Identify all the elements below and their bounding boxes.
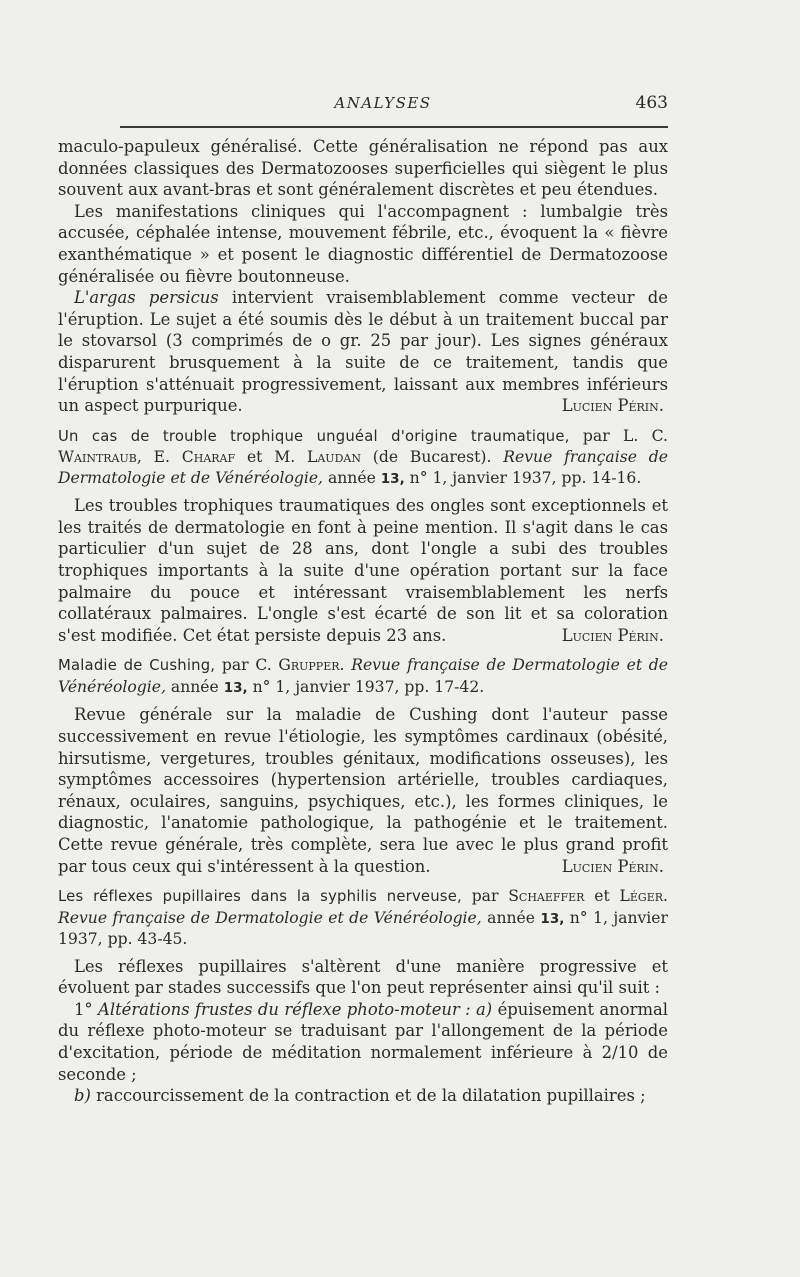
list-item-label: b) [74,1086,91,1106]
species-name: L'argas persicus [74,288,219,308]
continuation-paragraph-3-text: intervient vraisemblablement comme vecteur de l'éruption. Le sujet a été soumis dès le début à un traitement buccal par le stovarsol (3 comprimés de o gr. 25 par jour). Les signes généraux disparurent brusquement à la suite de ce traitement, tandis que l'éruption s'atténuait progressivement, laissant aux membres inférieurs un aspect purpurique. [58,288,668,416]
article-body [58,495,668,646]
article-body-text: Revue générale sur la maladie de Cushing dont l'auteur passe successivement en revue l'étiologie, les symptômes cardinaux (obésité, hirsutisme, vergetures, troubles génitaux, modifications osseuses), les symptômes accessoires (hypertension artérielle, troubles cardiaques, rénaux, oculaires, sanguins, psychiques, etc.), les formes cliniques, le diagnostic, l'anatomie pathologique, la pathogénie et le traitement. Cette revue générale, très complète, sera lue avec le plus grand profit par tous ceux qui s'intéressent à la question. [58,705,668,876]
article-location: (de Bucarest). [360,448,504,467]
continuation-paragraph-2: Les manifestations cliniques qui l'accompagnent : lumbalgie très accusée, céphalée intense, mouvement fébrile, etc., évoquent la « fièvre exanthématique » et posent le diagnostic différentiel de Dermatozoose généralisée ou fièvre boutonneuse. [58,201,668,286]
article-body-text: Les troubles trophiques traumatiques des ongles sont exceptionnels et les traités de dermatologie en font à peine mention. Il s'agit dans le cas particulier d'un sujet de 28 ans, dont l'ongle a subi des troubles trophiques importants à la suite d'une opération portant sur la face palmaire du pouce et intéressant vraisemblablement les nerfs collatéraux palmaires. L'ongle s'est écarté de son lit et sa coloration s'est modifiée. Cet état persiste depuis 23 ans. [58,496,668,645]
running-header [58,92,668,120]
citation-and: et [235,448,275,467]
list-item-2 [58,1085,668,1107]
article-author-2: Léger. [619,887,668,906]
article-citation [58,886,668,950]
article-authors: C. Grupper. [255,656,345,675]
continuation-paragraph-3 [58,287,668,417]
citation-and: et [584,887,620,906]
journal-issue: n° 1, janvier 1937, pp. 14-16. [404,468,642,487]
article-heading: Les réflexes pupillaires dans la syphilis nerveuse, [58,888,462,906]
running-title: ANALYSES [334,94,432,112]
journal-page [58,92,668,1107]
journal-name: Revue française de Dermatologie et de Vénéréologie, [58,908,482,927]
journal-name: Revue française de Dermatologie et de Vénéréologie, [58,448,668,487]
signature: Lucien Périn. [561,396,664,416]
list-item-title: Altérations frustes du réflexe photo-moteur : a) [97,999,493,1019]
list-item-1 [58,999,668,1085]
citation-year-label: année [323,468,381,487]
journal-volume: 13, [540,910,565,927]
citation-by: par [569,426,624,445]
header-rule [120,126,668,128]
journal-name: Revue française de Dermatologie et de Vénéréologie, [58,656,668,696]
article-authors: L. C. Waintraub, E. Charaf [58,426,668,467]
journal-issue: n° 1, janvier 1937, pp. 43-45. [58,908,668,949]
citation-by: par [461,887,509,906]
citation-by: par [215,656,256,675]
citation-year-label: année [481,908,541,927]
article-heading: Maladie de Cushing, [58,657,216,675]
continuation-paragraph-1: maculo-papuleux généralisé. Cette généralisation ne répond pas aux données classiques des Dermatozooses superficielles qui siègent le plus souvent aux avant-bras et sont généralement discrètes et peu étendues. [58,137,668,200]
page-number: 463 [635,93,668,113]
list-item-text: raccourcissement de la contraction et de la dilatation pupillaires ; [90,1086,646,1106]
article-citation [58,426,668,490]
article-body: Les réflexes pupillaires s'altèrent d'une manière progressive et évoluent par stades successifs que l'on peut représenter ainsi qu'il suit : [58,956,668,998]
signature: Lucien Périn. [561,856,664,876]
journal-volume: 13, [380,470,405,487]
article-author-2: M. Laudan [274,448,361,467]
list-item-text: épuisement anormal du réflexe photo-moteur se traduisant par l'allongement de la période d'excitation, période de méditation normalement inférieure à 2/10 de seconde ; [58,999,668,1084]
journal-issue: n° 1, janvier 1937, pp. 17-42. [247,677,485,696]
list-number: 1° [74,999,98,1019]
article-authors: Schaeffer [508,887,585,906]
signature: Lucien Périn. [561,625,664,645]
citation-year-label: année [165,677,224,696]
article-heading: Un cas de trouble trophique unguéal d'origine traumatique, [58,427,570,445]
journal-volume: 13, [223,679,248,696]
article-body [58,704,668,877]
article-citation [58,655,668,698]
